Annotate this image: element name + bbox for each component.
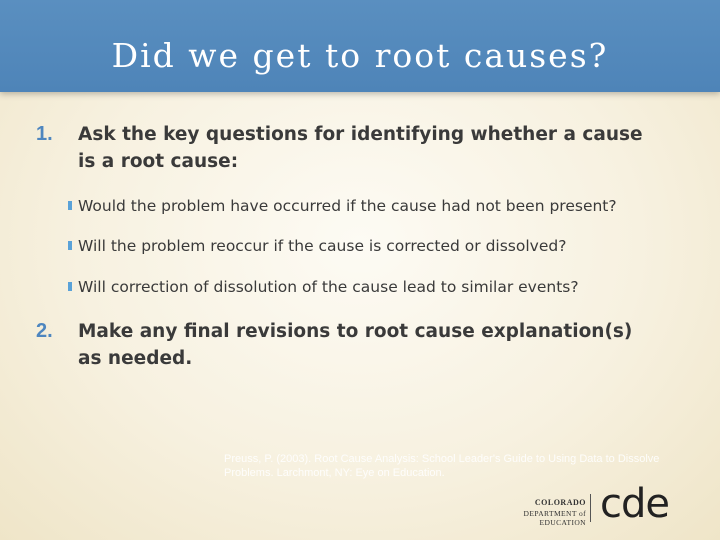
slide-title: Did we get to root causes? — [111, 36, 609, 75]
logo-divider — [590, 494, 591, 522]
item-text: Make any final revisions to root cause explanation(s) as needed. — [78, 321, 633, 369]
logo-department: DEPARTMENT of EDUCATION — [523, 509, 586, 527]
sub-bullet-text: Would the problem have occurred if the cause had not been present? — [78, 197, 617, 215]
list-item — [36, 318, 656, 372]
sub-bullet-text: Will correction of dissolution of the cause lead to similar events? — [78, 278, 579, 296]
item-text: Ask the key questions for identifying whether a cause is a root cause: — [78, 124, 643, 172]
item-number: 2. — [36, 320, 53, 342]
list-item — [36, 121, 656, 175]
title-bar — [0, 0, 720, 92]
sub-bullet-text: Will the problem reoccur if the cause is corrected or dissolved? — [78, 237, 567, 255]
logo-state: COLORADO — [534, 498, 586, 507]
cde-logo — [488, 481, 708, 528]
sub-bullet-item — [68, 277, 688, 297]
logo-mark: cde — [600, 481, 669, 527]
item-number: 1. — [36, 123, 53, 145]
citation: Preuss, P. (2003). Root Cause Analysis: School Leader's Guide to Using Data to Dissolve Problems. Larchmont, NY: Eye on Education. — [224, 453, 660, 479]
logo-org-text — [488, 498, 586, 527]
sub-bullet-item — [68, 196, 688, 216]
bullet-marker-icon — [68, 282, 72, 291]
bullet-marker-icon — [68, 241, 72, 250]
bullet-marker-icon — [68, 201, 72, 210]
sub-bullet-item — [68, 236, 688, 256]
